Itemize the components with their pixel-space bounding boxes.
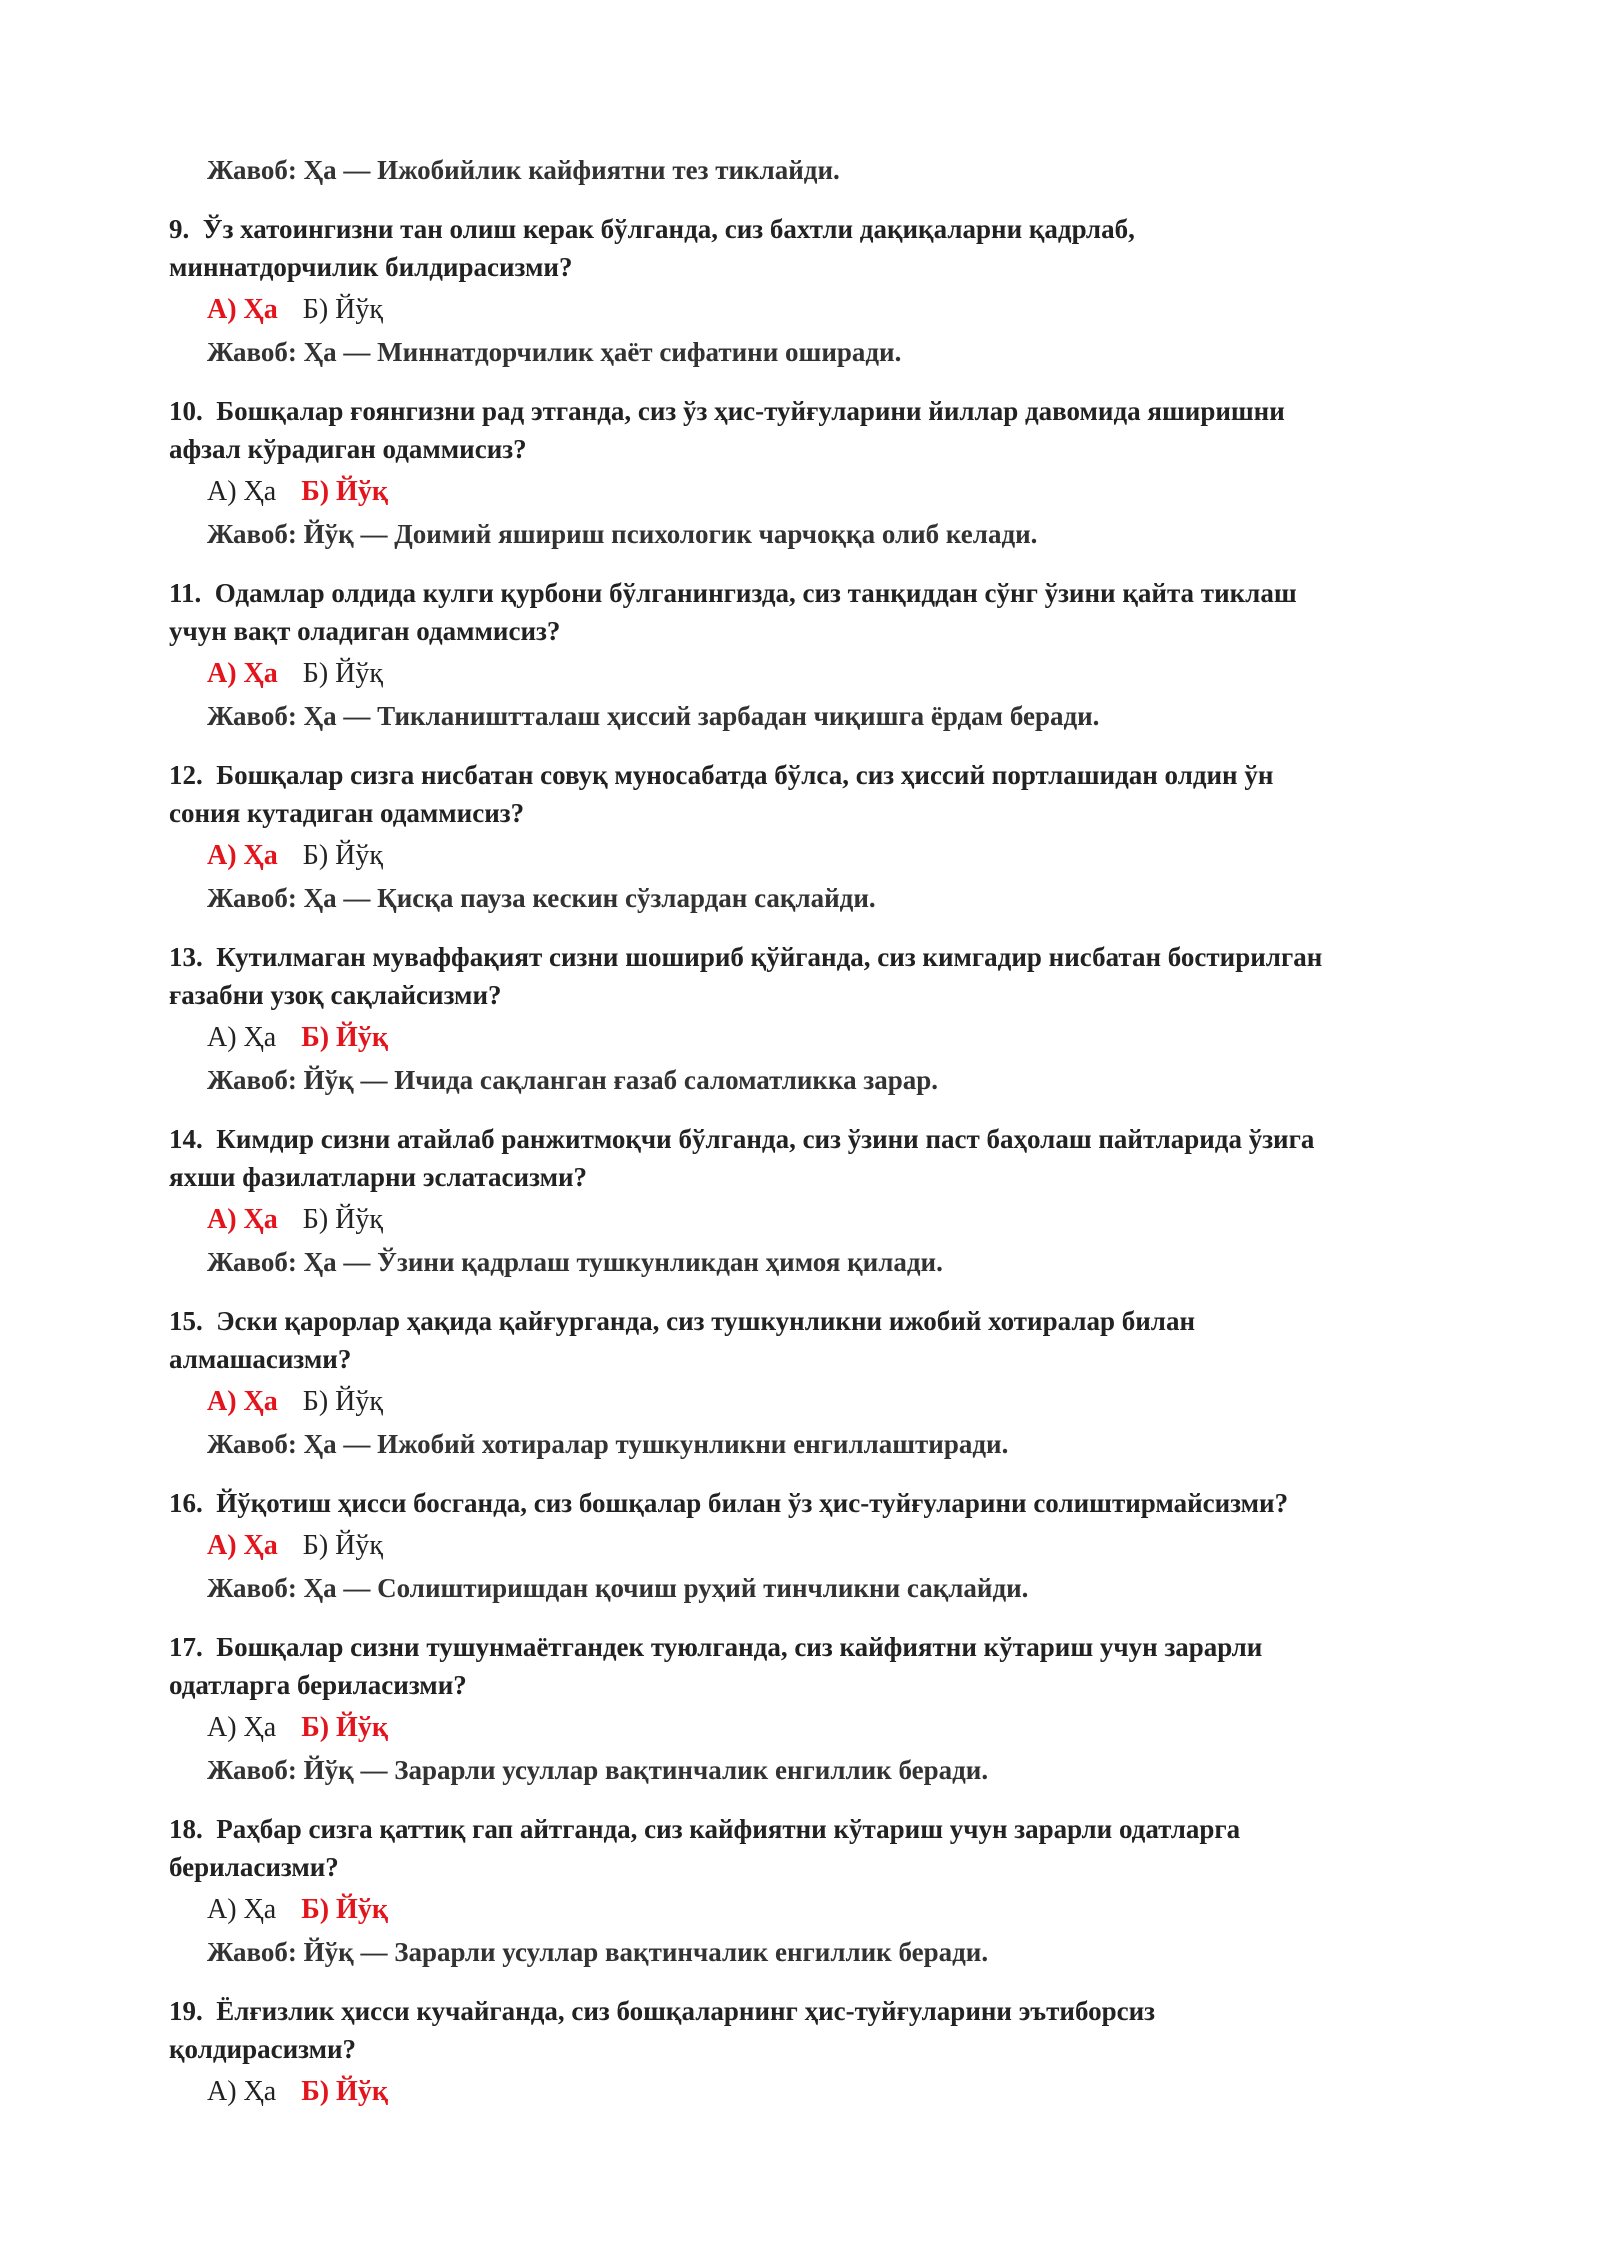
option-a[interactable]: А) Ҳа (207, 476, 277, 507)
question-text (169, 1120, 1459, 1196)
options-row (207, 473, 1459, 511)
option-a[interactable]: А) Ҳа (207, 1894, 277, 1925)
question-line-1: Бошқалар сизни тушунмаётгандек туюлганда, сиз кайфиятни кўтариш учун зарарли (216, 1632, 1263, 1662)
question-number: 18. (169, 1814, 203, 1844)
question-line-2: миннатдорчилик билдирасизми? (169, 252, 573, 282)
options-row (207, 1527, 1459, 1565)
question-line-1: Ёлғизлик ҳисси кучайганда, сиз бошқаларнинг ҳис-туйғуларини эътиборсиз (216, 1996, 1156, 2026)
question-line-2: афзал кўрадиган одаммисиз? (169, 434, 527, 464)
answer-line-prev: Жавоб: Ҳа — Ижобийлик кайфиятни тез тиклайди. (207, 155, 840, 185)
option-b[interactable]: Б) Йўқ (301, 2076, 388, 2107)
option-b[interactable]: Б) Йўқ (301, 1712, 388, 1743)
options-row (207, 1709, 1459, 1747)
option-b[interactable]: Б) Йўқ (302, 658, 383, 689)
question-number: 16. (169, 1488, 203, 1518)
option-a[interactable]: А) Ҳа (207, 1022, 277, 1053)
option-b[interactable]: Б) Йўқ (302, 1204, 383, 1235)
question-line-2: бериласизми? (169, 1852, 339, 1882)
question-11 (169, 574, 1459, 735)
question-text (169, 574, 1459, 650)
options-row (207, 2073, 1459, 2111)
question-text (169, 938, 1459, 1014)
question-14 (169, 1120, 1459, 1281)
option-a[interactable]: А) Ҳа (207, 840, 278, 871)
question-number: 9. (169, 214, 190, 244)
options-row (207, 1383, 1459, 1421)
question-17 (169, 1628, 1459, 1789)
option-a[interactable]: А) Ҳа (207, 1712, 277, 1743)
question-number: 11. (169, 578, 202, 608)
option-a[interactable]: А) Ҳа (207, 1530, 278, 1561)
question-number: 14. (169, 1124, 203, 1154)
options-row (207, 655, 1459, 693)
question-line-2: учун вақт оладиган одаммисиз? (169, 616, 561, 646)
question-13 (169, 938, 1459, 1099)
question-line-1: Бошқалар ғоянгизни рад этганда, сиз ўз ҳис-туйғуларини йиллар давомида яширишни (216, 396, 1285, 426)
options-row (207, 837, 1459, 875)
question-number: 13. (169, 942, 203, 972)
answer-line: Жавоб: Ҳа — Миннатдорчилик ҳаёт сифатини оширади. (207, 337, 902, 367)
question-number: 19. (169, 1996, 203, 2026)
question-line-2: қолдирасизми? (169, 2034, 357, 2064)
question-line-2: одатларга бериласизми? (169, 1670, 467, 1700)
answer-line: Жавоб: Ҳа — Ижобий хотиралар тушкунликни енгиллаштиради. (207, 1429, 1009, 1459)
question-10 (169, 392, 1459, 553)
answer-line: Жавоб: Йўқ — Доимий яшириш психологик чарчоққа олиб келади. (207, 519, 1038, 549)
question-number: 10. (169, 396, 203, 426)
question-18 (169, 1810, 1459, 1971)
question-line-2: алмашасизми? (169, 1344, 352, 1374)
question-text (169, 1810, 1459, 1886)
question-text (169, 1302, 1459, 1378)
answer-line: Жавоб: Ҳа — Қисқа пауза кескин сўзлардан сақлайди. (207, 883, 876, 913)
answer-line: Жавоб: Ҳа — Тиклаништталаш ҳиссий зарбадан чиқишга ёрдам беради. (207, 701, 1100, 731)
option-a[interactable]: А) Ҳа (207, 1204, 278, 1235)
question-line-1: Раҳбар сизга қаттиқ гап айтганда, сиз кайфиятни кўтариш учун зарарли одатларга (216, 1814, 1241, 1844)
question-line-2: яхши фазилатларни эслатасизми? (169, 1162, 588, 1192)
answer-line: Жавоб: Ҳа — Солиштиришдан қочиш руҳий тинчликни сақлайди. (207, 1573, 1029, 1603)
option-a[interactable]: А) Ҳа (207, 658, 278, 689)
question-text (169, 1992, 1459, 2068)
question-text (169, 1628, 1459, 1704)
question-line-1: Ўз хатоингизни тан олиш керак бўлганда, сиз бахтли дақиқаларни қадрлаб, (202, 214, 1135, 244)
options-row (207, 291, 1459, 329)
answer-line: Жавоб: Йўқ — Ичида сақланган ғазаб саломатликка зарар. (207, 1065, 938, 1095)
option-b[interactable]: Б) Йўқ (302, 1530, 383, 1561)
question-text (169, 756, 1459, 832)
question-line-2: ғазабни узоқ сақлайсизми? (169, 980, 502, 1010)
question-number: 15. (169, 1306, 203, 1336)
option-a[interactable]: А) Ҳа (207, 294, 278, 325)
question-line-2: сония кутадиган одаммисиз? (169, 798, 525, 828)
question-16 (169, 1484, 1459, 1607)
option-b[interactable]: Б) Йўқ (302, 1386, 383, 1417)
question-text (169, 392, 1459, 468)
options-row (207, 1891, 1459, 1929)
question-text (169, 1484, 1459, 1522)
question-9 (169, 210, 1459, 371)
option-b[interactable]: Б) Йўқ (302, 294, 383, 325)
answer-line: Жавоб: Йўқ — Зарарли усуллар вақтинчалик енгиллик беради. (207, 1937, 989, 1967)
question-line-1: Кимдир сизни атайлаб ранжитмоқчи бўлганда, сиз ўзини паст баҳолаш пайтларида ўзига (216, 1124, 1315, 1154)
question-line-1: Эски қарорлар ҳақида қайғурганда, сиз тушкунликни ижобий хотиралар билан (216, 1306, 1196, 1336)
question-number: 12. (169, 760, 203, 790)
option-a[interactable]: А) Ҳа (207, 1386, 278, 1417)
question-15 (169, 1302, 1459, 1463)
question-19 (169, 1992, 1459, 2111)
answer-line: Жавоб: Йўқ — Зарарли усуллар вақтинчалик енгиллик беради. (207, 1755, 989, 1785)
question-12 (169, 756, 1459, 917)
option-b[interactable]: Б) Йўқ (301, 476, 388, 507)
question-text (169, 210, 1459, 286)
options-row (207, 1019, 1459, 1057)
question-number: 17. (169, 1632, 203, 1662)
option-b[interactable]: Б) Йўқ (301, 1894, 388, 1925)
option-b[interactable]: Б) Йўқ (302, 840, 383, 871)
option-a[interactable]: А) Ҳа (207, 2076, 277, 2107)
question-line-1: Йўқотиш ҳисси босганда, сиз бошқалар билан ўз ҳис-туйғуларини солиштирмайсизми? (216, 1488, 1289, 1518)
question-line-1: Бошқалар сизга нисбатан совуқ муносабатда бўлса, сиз ҳиссий портлашидан олдин ўн (216, 760, 1274, 790)
option-b[interactable]: Б) Йўқ (301, 1022, 388, 1053)
question-line-1: Одамлар олдида кулги қурбони бўлганингизда, сиз танқиддан сўнг ўзини қайта тиклаш (214, 578, 1297, 608)
answer-line: Жавоб: Ҳа — Ўзини қадрлаш тушкунликдан ҳимоя қилади. (207, 1247, 943, 1277)
question-line-1: Кутилмаган муваффақият сизни шошириб қўйганда, сиз кимгадир нисбатан бостирилган (216, 942, 1323, 972)
options-row (207, 1201, 1459, 1239)
